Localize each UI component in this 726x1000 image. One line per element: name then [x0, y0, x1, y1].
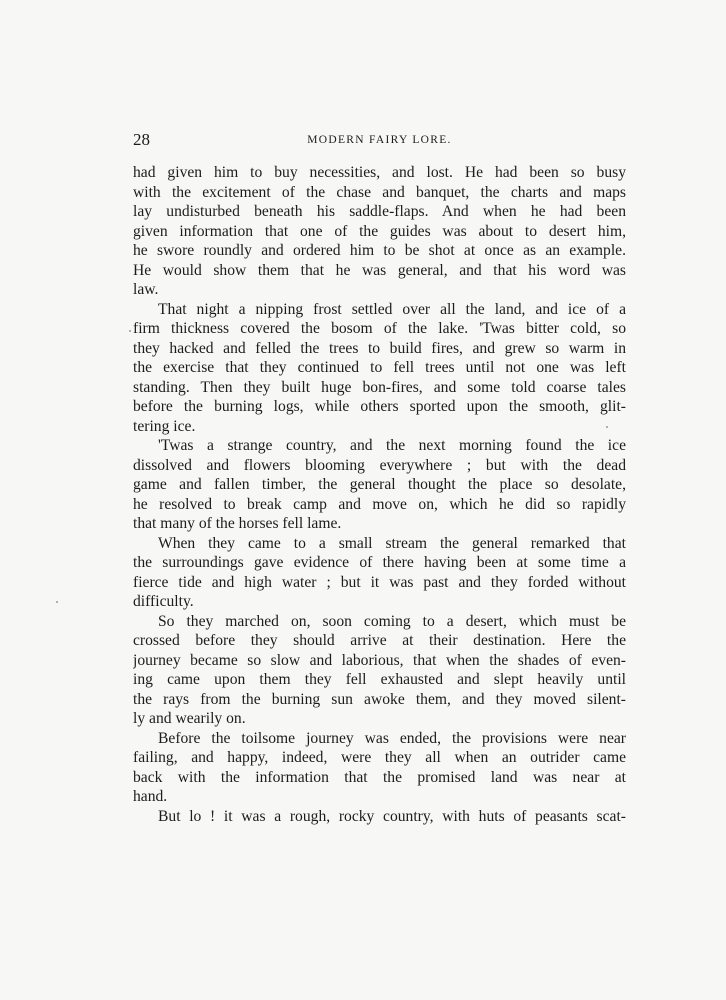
text-line: When they came to a small stream the general remarked that [158, 534, 626, 552]
page-header [133, 129, 626, 151]
text-line: before the burning logs, while others sported upon the smooth, glit- [133, 398, 626, 415]
text-line: back with the information that the promised land was near at [133, 768, 626, 786]
text-line: given information that one of the guides was about to desert him, [133, 222, 626, 240]
text-line: crossed before they should arrive at their destination. Here the [133, 632, 626, 649]
text-line: the exercise that they continued to fell trees until not one was left [133, 359, 626, 376]
paper-speck [56, 601, 58, 603]
text-line: firm thickness covered the bosom of the lake. 'Twas bitter cold, so [133, 320, 626, 337]
running-title: MODERN FAIRY LORE. [307, 134, 452, 146]
paper-speck [129, 330, 131, 332]
body-text [133, 163, 626, 826]
text-line: failing, and happy, indeed, were they all when an outrider came [133, 749, 626, 766]
text-line: the surroundings gave evidence of there having been at some time a [133, 554, 626, 571]
text-line: the rays from the burning sun awoke them, and they moved silent- [133, 690, 626, 708]
text-line: dissolved and flowers blooming everywhere ; but with the dead [133, 456, 626, 474]
text-line: game and fallen timber, the general thought the place so desolate, [133, 476, 626, 493]
text-line: lay undisturbed beneath his saddle-flaps. And when he had been [133, 203, 626, 220]
text-line: he swore roundly and ordered him to be shot at once as an example. [133, 242, 626, 259]
text-line: journey became so slow and laborious, that when the shades of even- [133, 651, 626, 669]
text-line: had given him to buy necessities, and lost. He had been so busy [133, 164, 626, 181]
text-line: But lo ! it was a rough, rocky country, with huts of peasants scat- [158, 807, 626, 825]
text-line: 'Twas a strange country, and the next morning found the ice [158, 437, 626, 454]
text-line: That night a nipping frost settled over all the land, and ice of a [158, 300, 626, 318]
text-line: he resolved to break camp and move on, which he did so rapidly [133, 495, 626, 513]
page-number: 28 [133, 130, 150, 149]
text-line: He would show them that he was general, and that his word was [133, 261, 626, 279]
text-line: ing came upon them they fell exhausted and slept heavily until [133, 671, 626, 688]
text-line: So they marched on, soon coming to a desert, which must be [158, 612, 626, 630]
text-line: law. [133, 281, 159, 298]
text-line: standing. Then they built huge bon-fires, and some told coarse tales [133, 378, 626, 396]
text-line: Before the toilsome journey was ended, the provisions were near [158, 729, 626, 747]
paper-speck [606, 426, 608, 428]
text-line: hand. [133, 788, 168, 805]
text-line: they hacked and felled the trees to build fires, and grew so warm in [133, 339, 626, 357]
text-line: ly and wearily on. [133, 710, 246, 727]
text-line: tering ice. [133, 417, 196, 435]
text-line: difficulty. [133, 593, 194, 610]
text-line: that many of the horses fell lame. [133, 515, 342, 532]
text-line: with the excitement of the chase and banquet, the charts and maps [133, 183, 626, 201]
text-line: fierce tide and high water ; but it was past and they forded without [133, 573, 626, 591]
